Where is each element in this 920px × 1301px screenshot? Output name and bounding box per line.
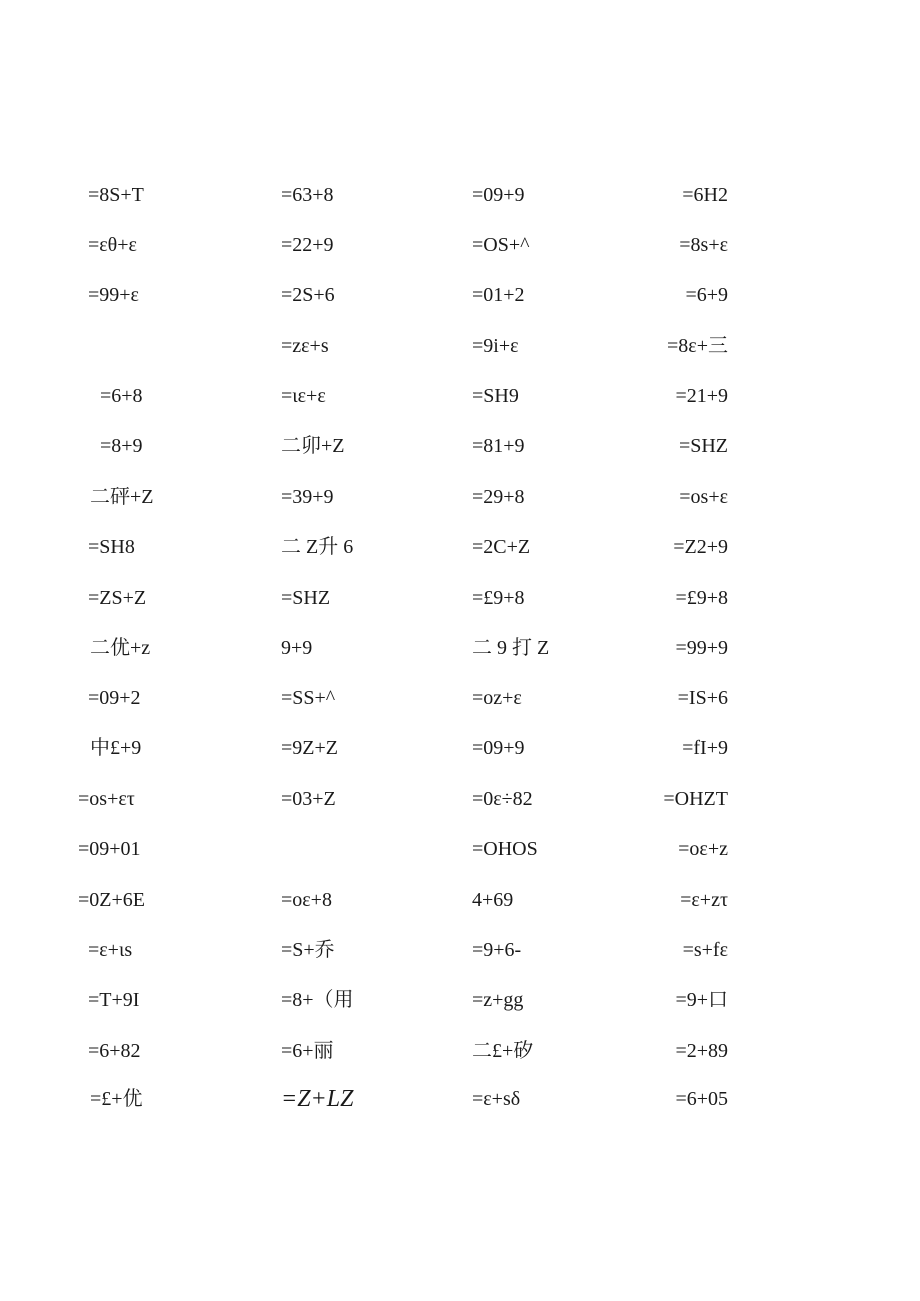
problem-r11-c1: =09+2 — [88, 687, 141, 709]
problem-r18-c3: 二£+矽 — [472, 1040, 534, 1062]
problem-r9-c4: =£9+8 — [675, 587, 728, 609]
problem-r17-c1: =T+9I — [88, 989, 140, 1011]
problem-r1-c3: =09+9 — [472, 184, 525, 206]
problem-r18-c1: =6+82 — [88, 1040, 141, 1062]
problem-r16-c2: =S+乔 — [281, 939, 335, 961]
problem-r10-c1: 二优+z — [90, 637, 151, 659]
problem-r11-c2: =SS+^ — [281, 687, 336, 709]
problem-r10-c3: 二 9 打 Z — [472, 637, 550, 659]
problem-r15-c4: =ε+zτ — [680, 889, 728, 911]
problem-r13-c2: =03+Z — [281, 788, 336, 810]
problem-r12-c4: =fI+9 — [682, 737, 728, 759]
problem-r18-c4: =2+89 — [675, 1040, 728, 1062]
problem-r18-c2: =6+丽 — [281, 1040, 334, 1062]
problem-r3-c1: =99+ε — [88, 284, 139, 306]
problem-r12-c2: =9Z+Z — [281, 737, 338, 759]
problem-r7-c4: =os+ε — [679, 486, 728, 508]
problem-r8-c3: =2C+Z — [472, 536, 531, 558]
problem-r4-c4: =8ε+三 — [667, 335, 728, 357]
problem-r15-c2: =oε+8 — [281, 889, 332, 911]
problem-r4-c2: =zε+s — [281, 335, 329, 357]
problem-r13-c4: =OHZT — [663, 788, 728, 810]
problem-r8-c4: =Z2+9 — [673, 536, 728, 558]
problem-r15-c3: 4+69 — [472, 889, 514, 911]
problem-r19-c4: =6+05 — [675, 1088, 728, 1110]
problem-r8-c2: 二 Z升 6 — [281, 536, 354, 558]
problem-r17-c4: =9+口 — [675, 989, 728, 1011]
problem-r15-c1: =0Z+6E — [78, 889, 145, 911]
problem-r7-c2: =39+9 — [281, 486, 334, 508]
problem-r3-c3: =01+2 — [472, 284, 525, 306]
problem-r2-c2: =22+9 — [281, 234, 334, 256]
problem-r13-c1: =os+ετ — [78, 788, 135, 810]
problem-r19-c2: =Z+LZ — [281, 1086, 354, 1112]
problem-r10-c2: 9+9 — [281, 637, 313, 659]
problem-r2-c3: =OS+^ — [472, 234, 530, 256]
problem-r10-c4: =99+9 — [675, 637, 728, 659]
problem-r5-c3: =SH9 — [472, 385, 519, 407]
problem-r11-c4: =IS+6 — [677, 687, 728, 709]
problem-r3-c4: =6+9 — [685, 284, 728, 306]
problem-r14-c4: =oε+z — [678, 838, 728, 860]
problem-r13-c3: =0ε÷82 — [472, 788, 533, 810]
problem-r4-c3: =9i+ε — [472, 335, 519, 357]
problem-r7-c1: 二砰+Z — [90, 486, 154, 508]
problem-r1-c2: =63+8 — [281, 184, 334, 206]
problem-r17-c2: =8+（用 — [281, 989, 354, 1011]
problem-r11-c3: =oz+ε — [472, 687, 522, 709]
problem-r8-c1: =SH8 — [88, 536, 135, 558]
problem-r7-c3: =29+8 — [472, 486, 525, 508]
problem-r5-c1: =6+8 — [100, 385, 143, 407]
problem-r19-c3: =ε+sδ — [472, 1088, 521, 1110]
problem-r16-c1: =ε+ιs — [88, 939, 133, 961]
problem-r19-c1: =£+优 — [90, 1088, 143, 1110]
problem-r14-c1: =09+01 — [78, 838, 141, 860]
problem-r2-c1: =εθ+ε — [88, 234, 137, 256]
problem-r6-c3: =81+9 — [472, 435, 525, 457]
problem-r12-c1: 中£+9 — [90, 737, 142, 759]
problem-r6-c4: =SHZ — [678, 435, 728, 457]
problem-r9-c1: =ZS+Z — [88, 587, 147, 609]
problem-r5-c4: =21+9 — [675, 385, 728, 407]
problem-r6-c2: 二卯+Z — [281, 435, 345, 457]
problem-r1-c4: =6H2 — [682, 184, 728, 206]
problem-r16-c4: =s+fε — [682, 939, 728, 961]
problem-r16-c3: =9+6- — [472, 939, 522, 961]
problem-r9-c2: =SHZ — [281, 587, 331, 609]
problem-r2-c4: =8s+ε — [679, 234, 728, 256]
problem-r9-c3: =£9+8 — [472, 587, 525, 609]
problem-r12-c3: =09+9 — [472, 737, 525, 759]
problem-r14-c3: =OHOS — [472, 838, 538, 860]
problem-r3-c2: =2S+6 — [281, 284, 335, 306]
problem-r17-c3: =z+gg — [472, 989, 524, 1011]
problem-r1-c1: =8S+T — [88, 184, 144, 206]
problem-r6-c1: =8+9 — [100, 435, 143, 457]
problem-r5-c2: =ιε+ε — [281, 385, 326, 407]
